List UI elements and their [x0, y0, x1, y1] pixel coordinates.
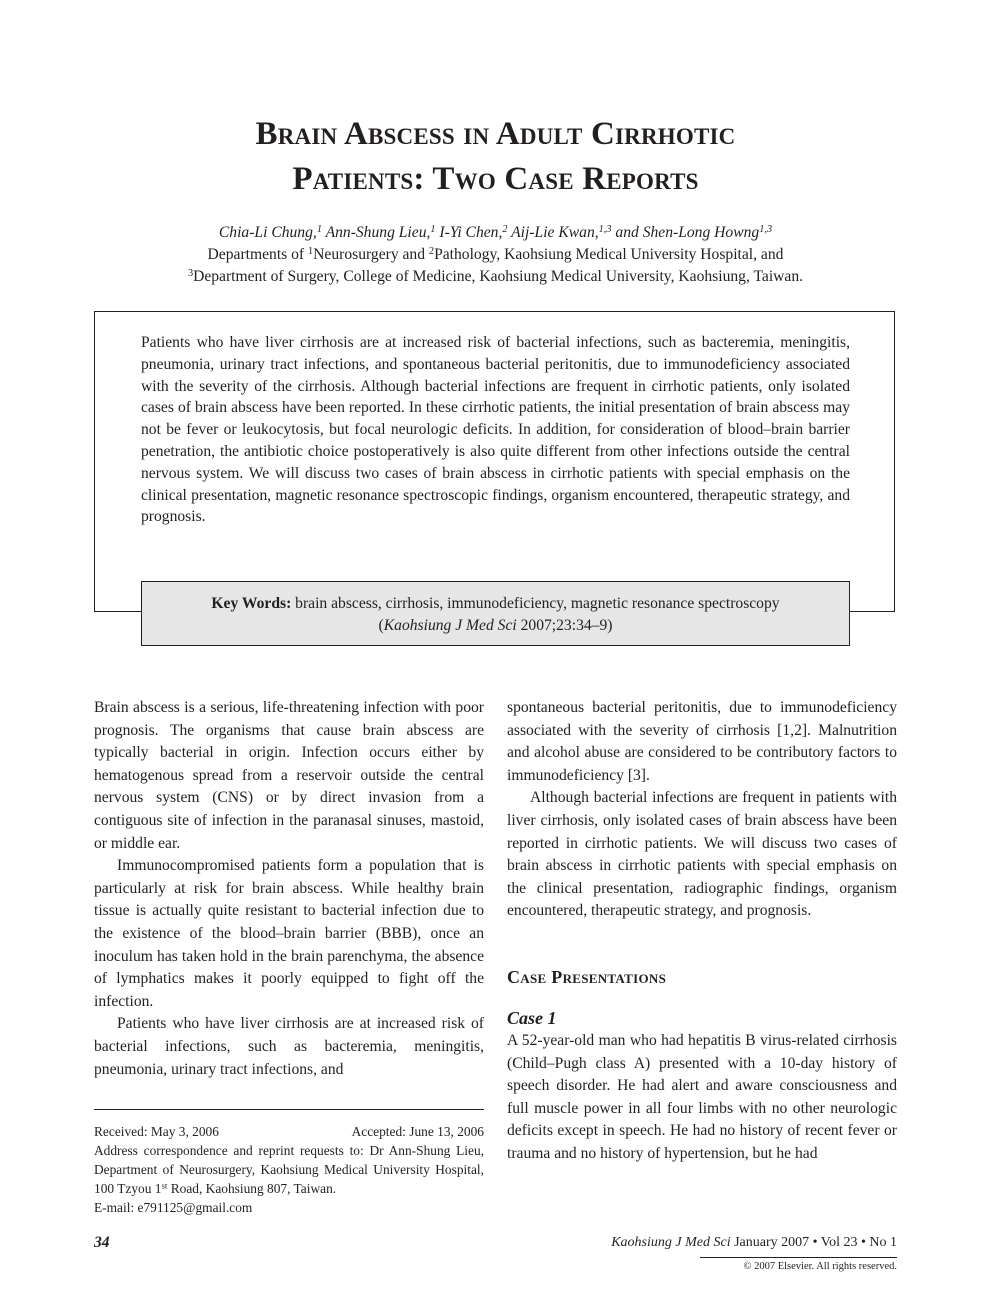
footer-divider [700, 1257, 897, 1258]
journal-name: Kaohsiung J Med Sci [611, 1235, 731, 1250]
copyright: © 2007 Elsevier. All rights reserved. [743, 1261, 897, 1272]
author-names [60, 222, 931, 244]
author-4-affiliation: 1,3 [598, 223, 612, 235]
journal-issue: January 2007 • Vol 23 • No 1 [730, 1235, 897, 1250]
author-1-affiliation: 1 [316, 223, 322, 235]
paragraph: Patients who have liver cirrhosis are at increased risk of bacterial infections, such as bacteremia, meningitis, pneumonia, urinary tract infections, and [94, 1015, 484, 1078]
citation-journal: Kaohsiung J Med Sci [383, 617, 517, 634]
citation-paren: ( [378, 617, 384, 634]
affiliation-text: Pathology, Kaohsiung Medical University Hospital, and [434, 246, 784, 263]
article-title [0, 112, 991, 202]
affiliation-marker: 3 [187, 267, 194, 279]
author-2: Ann-Shung Lieu, [321, 224, 431, 241]
affiliation-marker: 1 [308, 245, 314, 257]
paragraph: A 52-year-old man who had hepatitis B virus-related cirrhosis (Child–Pugh class A) presented with a 10-day history of speech disorder. He had alert and aware consciousness and full muscle power in all four limbs with no other neurologic deficits except in speech. He had no history of recent fever or trauma and no history of hypertension, but he had [507, 1031, 897, 1162]
citation-details: 2007;23:34–9) [516, 617, 613, 634]
keywords-label: Key Words: [211, 595, 292, 612]
received-date: Received: May 3, 2006 [94, 1124, 219, 1139]
affiliation-line-1 [60, 244, 931, 266]
correspondence-address [94, 1141, 484, 1198]
affiliation-text: Neurosurgery and [313, 246, 429, 263]
title-line-1: Brain Abscess in Adult Cirrhotic [255, 116, 736, 152]
footnote-dates [94, 1122, 484, 1141]
author-block [60, 222, 931, 288]
affiliation-marker: 2 [428, 245, 435, 257]
affiliation-text: Departments of [207, 246, 309, 263]
keywords-line [142, 593, 849, 615]
paragraph: spontaneous bacterial peritonitis, due to immunodeficiency associated with the severity of cirrhosis [1,2]. Malnutrition and alcohol abuse are considered to be contributory factors to immunodeficiency [3]. [507, 699, 897, 784]
case-heading: Case 1 [507, 1007, 557, 1028]
paragraph: Brain abscess is a serious, life-threatening infection with poor prognosis. The organisms that cause brain abscess are typically bacterial in origin. Infection occurs either by hematogenous spread from a reservoir outside the central nervous system (CNS) or by direct invasion from a contiguous site of infection in the paranasal sinuses, mastoid, or middle ear. [94, 699, 484, 852]
paragraph: Although bacterial infections are frequent in patients with liver cirrhosis, only isolated cases of brain abscess have been reported in cirrhotic patients. We will discuss two cases of brain abscess in cirrhotic patients with special emphasis on the clinical presentation, radiographic findings, organism encountered, therapeutic strategy, and prognosis. [507, 789, 897, 920]
abstract: Patients who have liver cirrhosis are at increased risk of bacterial infections, such as bacteremia, meningitis, pneumonia, urinary tract infections, and spontaneous bacterial peritonitis, due to immunodeficiency associated with the severity of the cirrhosis. Although bacterial infections are frequent in cirrhotic patients, only isolated cases of brain abscess have been reported. In these cirrhotic patients, the initial presentation of brain abscess may not be fever or leukocytosis, but focal neurologic deficits. In addition, for consideration of blood–brain barrier penetration, the antibiotic choice postoperatively is also quite different from other infections outside the central nervous system. We will discuss two cases of brain abscess in cirrhotic patients with special emphasis on the clinical presentation, magnetic resonance spectroscopic findings, organism encountered, therapeutic strategy, and prognosis. [141, 334, 850, 526]
author-4: Aij-Lie Kwan, [507, 224, 599, 241]
body-column-right [507, 697, 897, 1166]
citation-line [142, 615, 849, 637]
ordinal-suffix: st [161, 1180, 168, 1191]
title-line-2: Patients: Two Case Reports [292, 161, 699, 197]
paragraph: Immunocompromised patients form a population that is particularly at risk for brain abscess. While healthy brain tissue is actually quite resistant to bacterial infection due to the existence of the blood–brain barrier (BBB), once an inoculum has taken hold in the brain parenchyma, the absence of lymphatics makes it poorly equipped to fight off the infection. [94, 857, 484, 1010]
footnote [94, 1122, 484, 1217]
address-text: Address correspondence and reprint requests to: Dr Ann-Shung Lieu, Department of Neurosurgery, Kaohsiung Medical University Hospital, 100 Tzyou 1 [94, 1143, 484, 1196]
author-3: I-Yi Chen, [435, 224, 503, 241]
keywords-box [141, 581, 850, 646]
journal-footer [611, 1235, 897, 1251]
affiliation-text: Department of Surgery, College of Medicine, Kaohsiung Medical University, Kaohsiung, Taiwan. [193, 268, 804, 285]
affiliation-line-2 [60, 266, 931, 288]
correspondence-email: E-mail: e791125@gmail.com [94, 1200, 253, 1215]
accepted-date: Accepted: June 13, 2006 [351, 1124, 484, 1139]
author-5: and Shen-Long Howng [611, 224, 760, 241]
author-3-affiliation: 2 [502, 223, 508, 235]
author-1: Chia-Li Chung, [218, 224, 317, 241]
footnote-divider [94, 1109, 484, 1110]
address-text: Road, Kaohsiung 807, Taiwan. [167, 1181, 337, 1196]
page-number: 34 [94, 1234, 110, 1251]
body-column-left [94, 697, 484, 1081]
author-5-affiliation: 1,3 [759, 223, 773, 235]
author-2-affiliation: 1 [430, 223, 436, 235]
keywords-text: brain abscess, cirrhosis, immunodeficiency, magnetic resonance spectroscopy [291, 595, 780, 612]
section-heading: Case Presentations [507, 966, 667, 987]
